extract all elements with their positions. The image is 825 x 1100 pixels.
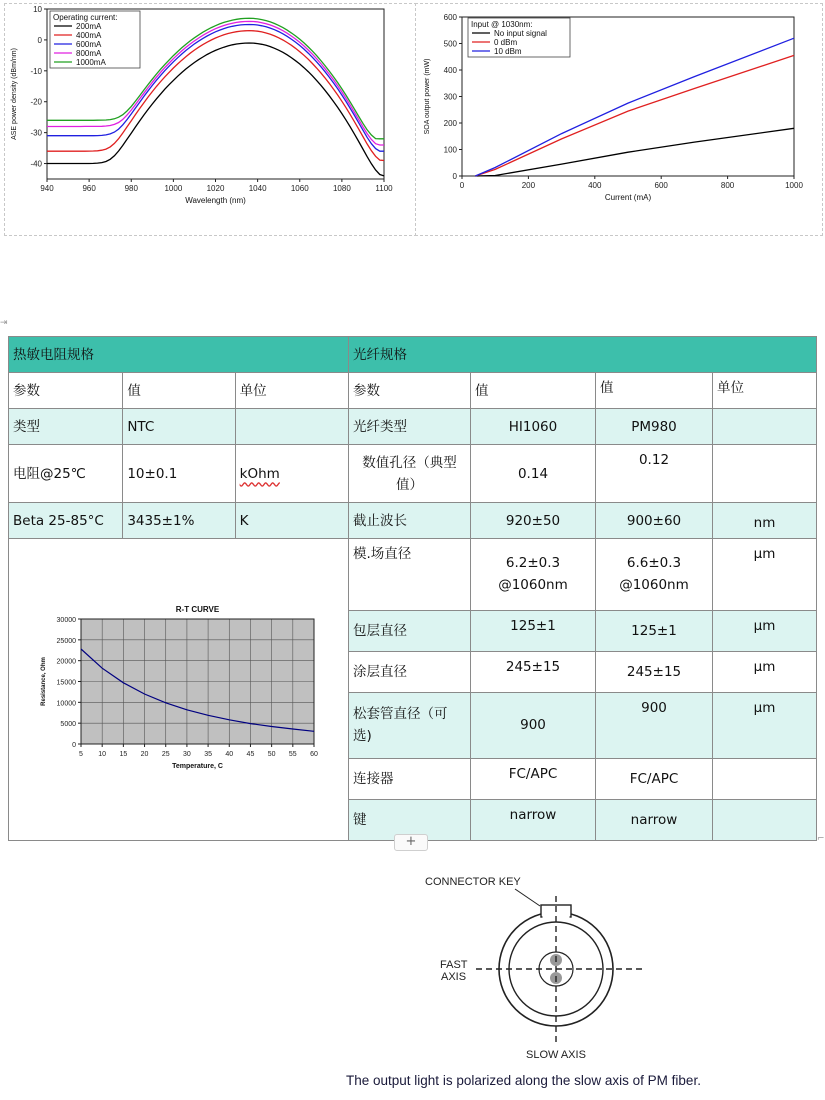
therm-unit-cell: [235, 445, 348, 503]
x-axis-label: Current (mA): [604, 193, 652, 202]
y-axis-label: SOA output power (mW): [424, 58, 431, 135]
therm-unit-col: 单位: [235, 373, 348, 409]
therm-param-cell: 电阻@25℃: [9, 445, 123, 503]
y-axis-label: ASE power density (dBm/nm): [11, 48, 18, 140]
x-tick-label: 55: [288, 751, 297, 758]
rt-curve-chart: [9, 539, 348, 833]
fiber-unit-cell: [713, 445, 817, 503]
fiber-unit-cell: µm: [713, 539, 817, 611]
legend-label: 10 dBm: [494, 47, 522, 56]
y-tick-label: -10: [30, 66, 42, 76]
x-tick-label: 5: [79, 751, 83, 758]
therm-value-cell: NTC: [123, 409, 235, 445]
ase-spectrum-chart-frame: [4, 3, 417, 236]
fast-axis-label-1: FAST: [440, 959, 468, 971]
y-tick-label: 30000: [56, 617, 76, 624]
x-tick-label: 1020: [206, 184, 225, 193]
x-tick-label: 200: [521, 181, 536, 190]
y-tick-label: 10: [33, 5, 42, 14]
soa-output-chart: [416, 4, 822, 235]
legend-label: 800mA: [76, 49, 102, 58]
therm-unit-text: kOhm: [239, 465, 280, 482]
x-tick-label: 10: [98, 751, 107, 758]
fiber-hi-value-cell: 900: [471, 693, 596, 759]
fiber-pm-value-cell: 0.12: [596, 445, 713, 503]
legend-label: 1000mA: [76, 58, 106, 67]
spec-table: [8, 336, 817, 841]
fiber-hi-value-cell: HI1060: [471, 409, 596, 445]
series-line-0-dbm: [475, 55, 794, 176]
x-tick-label: 1000: [164, 184, 183, 193]
fiber-spec-header: 光纤规格: [349, 337, 817, 373]
fiber-unit-cell: µm: [713, 651, 817, 692]
fiber-unit-cell: µm: [713, 693, 817, 759]
fiber-hi-value-cell: 0.14: [471, 445, 596, 503]
fiber-pm-value-cell: 900±60: [596, 503, 713, 539]
pm-fiber-diagram: [420, 868, 660, 1068]
x-tick-label: 1080: [332, 184, 351, 193]
fiber-param-cell: 模.场直径: [349, 539, 471, 611]
therm-param-cell: Beta 25-85°C: [9, 503, 123, 539]
y-tick-label: -20: [30, 97, 42, 107]
therm-value-cell: 10±0.1: [123, 445, 235, 503]
fiber-pm-value-cell: 125±1: [596, 610, 713, 651]
x-tick-label: 600: [654, 181, 668, 190]
table-row: [9, 445, 817, 503]
y-tick-label: 0: [72, 742, 76, 749]
y-tick-label: 20000: [56, 658, 76, 666]
y-tick-label: 0: [37, 35, 42, 45]
fiber-hi-value-cell: 245±15: [471, 651, 596, 692]
thermistor-spec-header: 热敏电阻规格: [9, 337, 349, 373]
legend-label: No input signal: [494, 29, 547, 38]
therm-param-cell: 类型: [9, 409, 123, 445]
fiber-pm-value-cell: 245±15: [596, 651, 713, 692]
soa-output-chart-frame: [415, 3, 823, 236]
y-tick-label: 0: [452, 172, 457, 181]
fiber-pm-value-cell: 6.6±0.3 @1060nm: [596, 539, 713, 611]
x-tick-label: 1040: [248, 184, 267, 193]
x-tick-label: 25: [161, 751, 170, 758]
x-tick-label: 20: [140, 751, 149, 758]
y-tick-label: 200: [443, 119, 457, 128]
fiber-unit-cell: [713, 409, 817, 445]
fiber-param-cell: 涂层直径: [349, 651, 471, 692]
legend-label: 400mA: [76, 31, 102, 40]
x-tick-label: 1000: [785, 181, 803, 190]
pm-fiber-caption: The output light is polarized along the slow axis of PM fiber.: [346, 1073, 701, 1088]
fiber-unit-cell: [713, 799, 817, 840]
y-tick-label: 10000: [56, 700, 76, 708]
x-tick-label: 800: [720, 181, 735, 190]
fiber-pm-value-col: 值: [596, 373, 713, 409]
y-tick-label: -30: [30, 128, 42, 138]
fiber-hi-value-cell: 125±1: [471, 610, 596, 651]
fiber-pm-value-cell: 900: [596, 693, 713, 759]
y-tick-label: 5000: [60, 721, 76, 729]
x-axis-label: Temperature, C: [172, 763, 223, 770]
legend-title: Operating current:: [53, 13, 118, 22]
fiber-param-cell: 键: [349, 799, 471, 840]
fast-axis-label-2: AXIS: [441, 971, 467, 983]
fiber-pm-value-cell: narrow: [596, 799, 713, 840]
therm-value-cell: 3435±1%: [123, 503, 235, 539]
fiber-pm-value-cell: PM980: [596, 409, 713, 445]
table-header-row: [9, 337, 817, 373]
series-line-no-input-signal: [475, 128, 794, 176]
fiber-unit-cell: µm: [713, 610, 817, 651]
table-row: [9, 409, 817, 445]
fiber-hi-value-cell: FC/APC: [471, 758, 596, 799]
x-tick-label: 0: [459, 181, 465, 190]
y-tick-label: 25000: [56, 637, 76, 645]
x-tick-label: 30: [183, 751, 191, 758]
add-row-button[interactable]: +: [394, 834, 428, 851]
fiber-unit-col: 单位: [713, 373, 817, 409]
legend-title: Input @ 1030nm:: [471, 20, 533, 29]
chart-title: R-T CURVE: [175, 605, 220, 614]
fiber-param-cell: 包层直径: [349, 610, 471, 651]
y-tick-label: 15000: [56, 679, 76, 687]
y-tick-label: 400: [443, 66, 457, 75]
x-tick-label: 1100: [375, 184, 393, 193]
fiber-unit-cell: nm: [713, 503, 817, 539]
table-row: [9, 539, 817, 611]
fiber-pm-value-cell: FC/APC: [596, 758, 713, 799]
x-tick-label: 35: [204, 751, 212, 758]
y-axis-label: Resistance, Ohm: [41, 657, 47, 706]
rt-curve-cell: [9, 539, 349, 841]
series-line-10-dbm: [475, 38, 794, 176]
x-tick-label: 960: [82, 184, 96, 193]
fiber-hi-value-cell: narrow: [471, 799, 596, 840]
therm-unit-cell: K: [235, 503, 348, 539]
fiber-param-col: 参数: [349, 373, 471, 409]
legend-label: 0 dBm: [494, 38, 518, 47]
fiber-param-cell: 数值孔径（典型值）: [349, 445, 471, 503]
y-tick-label: -40: [30, 159, 42, 169]
fiber-param-cell: 截止波长: [349, 503, 471, 539]
x-tick-label: 40: [225, 751, 234, 758]
column-header-row: [9, 373, 817, 409]
therm-param-col: 参数: [9, 373, 123, 409]
fiber-hi-value-col: 值: [471, 373, 596, 409]
y-tick-label: 600: [443, 13, 457, 22]
therm-unit-cell: [235, 409, 348, 445]
legend-label: 600mA: [76, 40, 102, 49]
fiber-param-cell: 松套管直径（可选): [349, 693, 471, 759]
fiber-hi-value-cell: 920±50: [471, 503, 596, 539]
connector-key-label: CONNECTOR KEY: [425, 876, 521, 888]
x-tick-label: 50: [267, 751, 276, 758]
y-tick-label: 300: [443, 92, 457, 102]
fiber-unit-cell: [713, 758, 817, 799]
x-tick-label: 15: [119, 751, 128, 758]
therm-value-col: 值: [123, 373, 235, 409]
x-tick-label: 45: [246, 751, 255, 758]
table-row: [9, 503, 817, 539]
left-edge-marker: ⇥: [0, 318, 8, 328]
connector-key-pointer: [515, 889, 540, 906]
fiber-hi-value-cell: 6.2±0.3 @1060nm: [471, 539, 596, 611]
fiber-param-cell: 光纤类型: [349, 409, 471, 445]
x-tick-label: 400: [588, 181, 602, 190]
y-tick-label: 100: [443, 145, 457, 155]
y-tick-label: 500: [443, 39, 457, 49]
x-axis-label: Wavelength (nm): [185, 196, 246, 205]
legend-label: 200mA: [76, 22, 102, 31]
x-tick-label: 940: [40, 184, 54, 193]
right-edge-marker: ⌐: [817, 834, 825, 844]
ase-spectrum-chart: [5, 4, 416, 235]
x-tick-label: 60: [310, 751, 318, 758]
slow-axis-label: SLOW AXIS: [526, 1049, 586, 1061]
x-tick-label: 980: [124, 184, 138, 193]
fiber-param-cell: 连接器: [349, 758, 471, 799]
x-tick-label: 1060: [290, 184, 309, 193]
